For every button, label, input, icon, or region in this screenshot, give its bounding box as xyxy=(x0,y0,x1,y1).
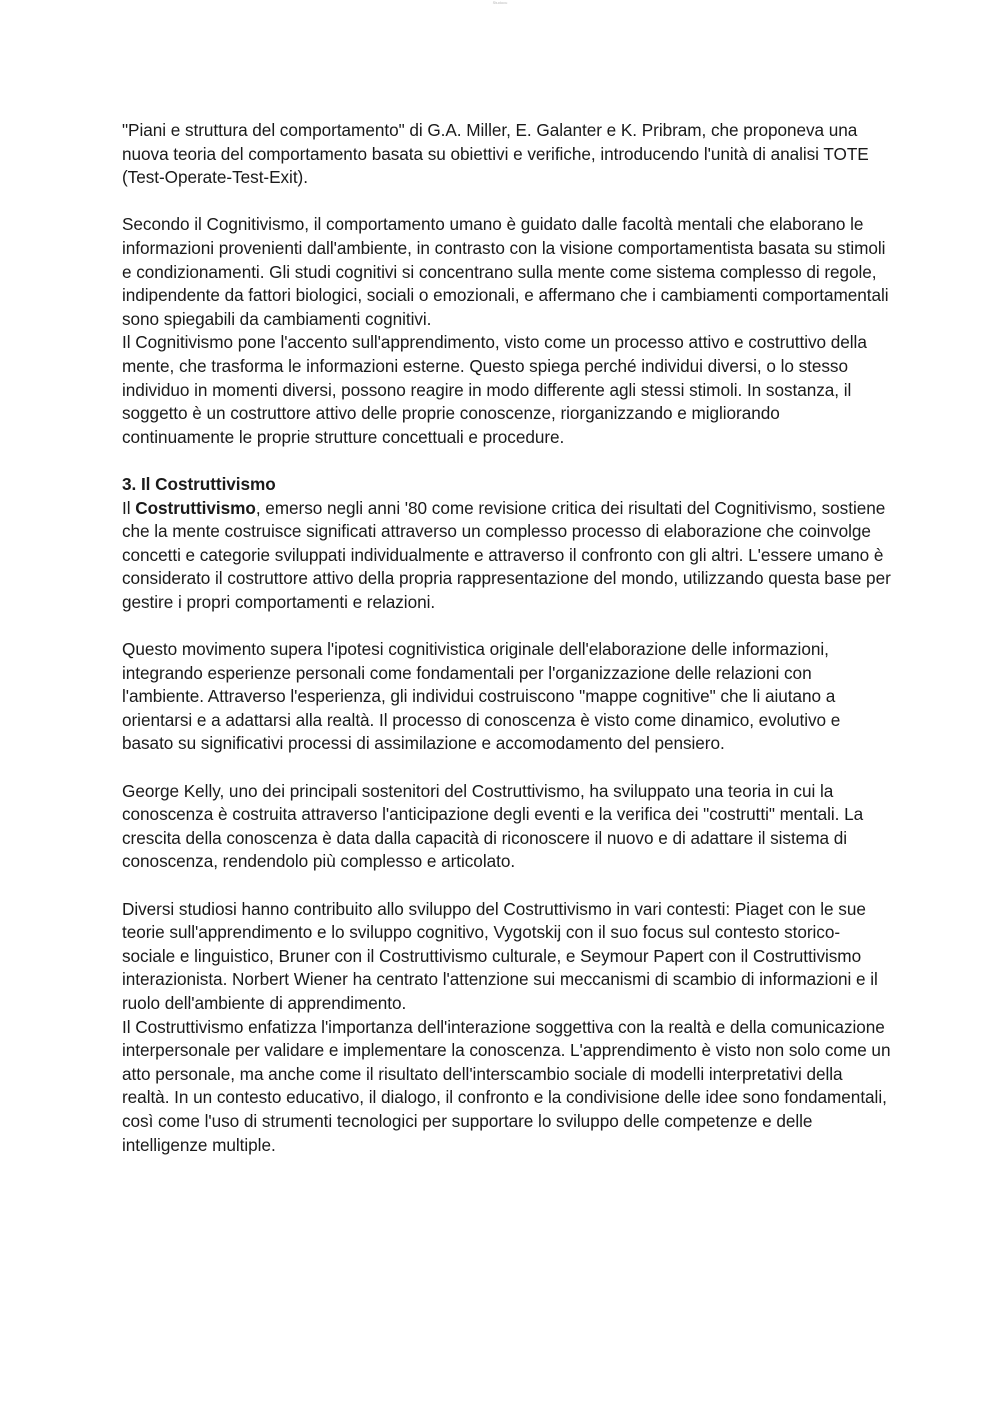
paragraph-movimento: Questo movimento supera l'ipotesi cognitivistica originale dell'elaborazione delle informazioni, integrando esperienze personali come fondamentali per l'organizzazione delle relazioni con l'ambiente. Attraverso l'esperienza, gli individui costruiscono "mappe cognitive" che li aiutano a orientarsi e a adattarsi alla realtà. Il processo di conoscenza è visto come dinamico, evolutivo e basato su significativi processi di assimilazione e accomodamento del pensiero. xyxy=(122,639,841,754)
paragraph-spacer xyxy=(122,449,892,473)
watermark-header: Studocu xyxy=(492,0,508,5)
paragraph-rest: , emerso negli anni '80 come revisione critica dei risultati del Cognitivismo, sostiene che la mente costruisce significati attraverso un complesso processo di elaborazione che coinvolge concetti e categorie sviluppati individualmente e attraverso il confronto con gli altri. L'essere umano è considerato il costruttore attivo della propria rappresentazione del mondo, utilizzando questa base per gestire i propri comportamenti e relazioni. xyxy=(122,497,891,612)
paragraph-prefix: Il xyxy=(122,497,136,518)
paragraph-spacer xyxy=(122,874,892,898)
paragraph-kelly: George Kelly, uno dei principali sostenitori del Costruttivismo, ha sviluppato una teoria in cui la conoscenza è costruita attraverso l'anticipazione degli eventi e la verifica dei "costrutti" mentali. La crescita della conoscenza è data dalla capacità di riconoscere il nuovo e di adattare il sistema di conoscenza, rendendolo più complesso e articolato. xyxy=(122,780,864,872)
paragraph-apprendimento: Il Cognitivismo pone l'accento sull'apprendimento, visto come un processo attivo e costruttivo della mente, che trasforma le informazioni esterne. Questo spiega perché individui diversi, o lo stesso individuo in momenti diversi, possono reagire in modo differente agli stessi stimoli. In sostanza, il soggetto è un costruttore attivo delle proprie conoscenze, riorganizzando e migliorando continuamente le proprie strutture concettuali e procedure. xyxy=(122,332,867,447)
paragraph-spacer xyxy=(122,614,892,638)
paragraph-interazione: Il Costruttivismo enfatizza l'importanza dell'interazione soggettiva con la realtà e della comunicazione interpersonale per validare e implementare la conoscenza. L'apprendimento è visto non solo come un atto personale, ma anche come il risultato dell'interscambio sociale di modelli interpretativi della realtà. In un contesto educativo, il dialogo, il confronto e la condivisione delle idee sono fondamentali, così come l'uso di strumenti tecnologici per supportare lo sviluppo delle competenze e delle intelligenze multiple. xyxy=(122,1016,891,1155)
paragraph-studiosi: Diversi studiosi hanno contribuito allo sviluppo del Costruttivismo in vari contesti: Piaget con le sue teorie sull'apprendimento e lo sviluppo cognitivo, Vygotskij con il suo focus sul contesto storico-sociale e linguistico, Bruner con il Costruttivismo culturale, e Seymour Papert con il Costruttivismo interazionista. Norbert Wiener ha centrato l'attenzione sui meccanismi di scambio di informazioni e il ruolo dell'ambiente di apprendimento. xyxy=(122,898,878,1013)
paragraph-cognitivismo: Secondo il Cognitivismo, il comportamento umano è guidato dalle facoltà mentali che elaborano le informazioni provenienti dall'ambiente, in contrasto con la visione comportamentista basata su stimoli e condizionamenti. Gli studi cognitivi si concentrano sulla mente come sistema complesso di regole, indipendente da fattori biologici, sociali o emozionali, e affermano che i cambiamenti comportamentali sono spiegabili da cambiamenti cognitivi. xyxy=(122,214,889,329)
paragraph-costruttivismo xyxy=(122,497,892,615)
section-title-costruttivismo: 3. Il Costruttivismo xyxy=(122,473,276,494)
paragraph-spacer xyxy=(122,190,892,214)
paragraph-spacer xyxy=(122,756,892,780)
paragraph-tote: "Piani e struttura del comportamento" di G.A. Miller, E. Galanter e K. Pribram, che proponeva una nuova teoria del comportamento basata su obiettivi e verifiche, introducendo l'unità di analisi TOTE (Test-Operate-Test-Exit). xyxy=(122,120,869,188)
bold-term-costruttivismo: Costruttivismo xyxy=(135,497,256,518)
document-body xyxy=(122,119,892,1157)
